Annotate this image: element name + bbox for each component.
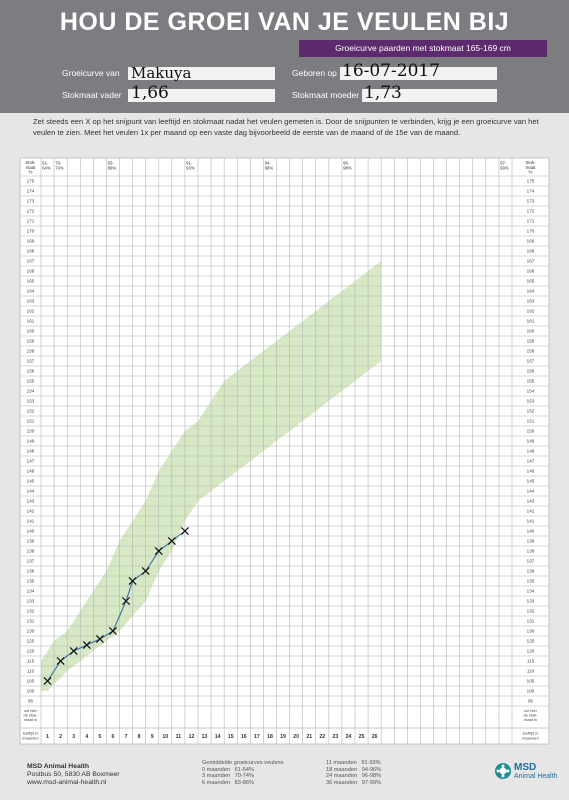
percent-label: 70-74% — [55, 160, 64, 171]
y-tick-label: 142 — [26, 508, 35, 514]
x-tick-label: 10 — [162, 734, 169, 740]
y-tick-label: 171 — [526, 218, 535, 224]
y-tick-label: 136 — [26, 568, 35, 574]
y-tick-label: 150 — [26, 428, 35, 434]
y-tick-label: 147 — [26, 458, 35, 464]
x-tick-label: 11 — [175, 734, 182, 740]
y-tick-label: 167 — [526, 258, 535, 264]
y-tick-label: 142 — [526, 508, 535, 514]
y-tick-label: 136 — [526, 568, 535, 574]
y-tick-label: 141 — [526, 518, 535, 524]
y-tick-label: 173 — [526, 198, 535, 204]
y-tick-label: 155 — [526, 378, 535, 384]
legend-row: 36 maanden 97-99% — [326, 779, 382, 786]
y-tick-label: 133 — [526, 598, 535, 604]
father-label: Stokmaat vader — [62, 90, 122, 100]
footer-contact — [27, 763, 120, 788]
y-tick-label: 159 — [526, 338, 535, 344]
y-tick-label: 151 — [526, 418, 535, 424]
y-tick-label: 156 — [526, 368, 535, 374]
percent-label: 61-64% — [42, 160, 51, 171]
x-tick-label: 5 — [98, 734, 102, 740]
y-tick-label: 159 — [26, 338, 35, 344]
y-tick-label: 105 — [526, 678, 535, 684]
y-tick-label: 152 — [26, 408, 35, 414]
y-tick-label: 167 — [26, 258, 35, 264]
y-tick-label: 163 — [26, 298, 35, 304]
axis-header-label: Stok-maat % — [525, 160, 536, 175]
month-axis-label: leeftijd in maanden — [522, 730, 539, 741]
x-tick-label: 22 — [319, 734, 326, 740]
legend-row: 0 maanden 61-64% — [202, 766, 254, 773]
y-tick-label: 95 — [527, 698, 534, 704]
father-value: 1,66 — [131, 83, 169, 103]
y-tick-label: 166 — [526, 268, 535, 274]
y-tick-label: 163 — [526, 298, 535, 304]
y-tick-label: 151 — [26, 418, 35, 424]
y-tick-label: 174 — [26, 188, 35, 194]
y-tick-label: 148 — [526, 448, 535, 454]
footer-url[interactable]: www.msd-animal-health.nl — [27, 779, 107, 787]
y-tick-label: 138 — [526, 548, 535, 554]
x-tick-label: 12 — [188, 734, 195, 740]
curve-value: Makuya — [131, 64, 192, 82]
x-tick-label: 21 — [306, 734, 313, 740]
y-tick-label: 149 — [526, 438, 535, 444]
curve-label: Groeicurve van — [62, 68, 120, 78]
y-tick-label: 166 — [26, 268, 35, 274]
legend-left — [202, 760, 283, 786]
legend-title: Gemiddelde groeicurves veulens — [202, 760, 284, 766]
legend-row: 11 maanden 91-93% — [326, 760, 381, 766]
y-tick-label: 160 — [26, 328, 35, 334]
y-tick-label: 170 — [26, 228, 35, 234]
y-tick-label: 175 — [526, 178, 535, 184]
x-tick-label: 3 — [72, 734, 76, 740]
y-tick-label: 134 — [526, 588, 535, 594]
legend-row: 18 maanden 94-96% — [326, 766, 382, 773]
y-tick-label: 140 — [26, 528, 35, 534]
y-tick-label: 168 — [26, 248, 35, 254]
y-tick-label: 141 — [26, 518, 35, 524]
page-title: HOU DE GROEI VAN JE VEULEN BIJ — [59, 8, 510, 36]
y-tick-label: 164 — [526, 288, 535, 294]
msd-logo-icon — [494, 762, 512, 780]
y-tick-label: 100 — [26, 688, 35, 694]
x-tick-label: 16 — [240, 734, 247, 740]
y-tick-label: 143 — [26, 498, 35, 504]
y-tick-label: 153 — [26, 398, 35, 404]
y-tick-label: 135 — [526, 578, 535, 584]
y-tick-label: 162 — [26, 308, 35, 314]
legend-row: 24 maanden 96-98% — [326, 773, 382, 780]
y-tick-label: 161 — [26, 318, 35, 324]
y-tick-label: 153 — [526, 398, 535, 404]
y-tick-label: 158 — [526, 348, 535, 354]
y-tick-label: 131 — [526, 618, 535, 624]
y-tick-label: 139 — [26, 538, 35, 544]
y-tick-label: 156 — [26, 368, 35, 374]
y-tick-label: 172 — [26, 208, 35, 214]
x-tick-label: 14 — [214, 734, 221, 740]
x-tick-label: 19 — [280, 734, 286, 740]
x-tick-label: 20 — [293, 734, 300, 740]
y-tick-label: 158 — [26, 348, 35, 354]
y-tick-label: 130 — [26, 628, 35, 634]
y-tick-label: 157 — [26, 358, 35, 364]
y-tick-label: 130 — [526, 628, 535, 634]
y-tick-label: 168 — [526, 248, 535, 254]
x-tick-label: 4 — [85, 734, 89, 740]
y-tick-label: 115 — [526, 658, 535, 664]
y-tick-label: 174 — [526, 188, 535, 194]
footer-address: Postbus 50, 5830 AB Boxmeer — [27, 771, 120, 779]
born-value: 16-07-2017 — [342, 61, 441, 81]
percent-label: 97-99% — [500, 160, 509, 171]
y-tick-label: 165 — [526, 278, 535, 284]
y-tick-label: 154 — [526, 388, 535, 394]
y-tick-label: 152 — [526, 408, 535, 414]
y-tick-label: 110 — [526, 668, 535, 674]
y-tick-label: 155 — [26, 378, 35, 384]
y-tick-label: 149 — [26, 438, 35, 444]
x-tick-label: 2 — [59, 734, 63, 740]
y-tick-label: 134 — [26, 588, 35, 594]
y-tick-label: 137 — [26, 558, 35, 564]
y-tick-label: 140 — [526, 528, 535, 534]
y-tick-label: 147 — [526, 458, 535, 464]
y-tick-label: 133 — [26, 598, 35, 604]
x-tick-label: 9 — [150, 734, 154, 740]
x-tick-label: 13 — [201, 734, 208, 740]
y-tick-label: 138 — [26, 548, 35, 554]
y-tick-label: 171 — [26, 218, 35, 224]
percent-label: 83-86% — [107, 160, 117, 171]
y-tick-label: 165 — [26, 278, 35, 284]
x-tick-label: 23 — [332, 734, 339, 740]
y-tick-label: 144 — [526, 488, 535, 494]
y-tick-label: 132 — [26, 608, 35, 614]
x-tick-label: 26 — [371, 734, 378, 740]
axis-header-label: Stok-maat % — [25, 160, 36, 175]
percent-label: 94-96% — [264, 160, 274, 171]
mother-label: Stokmaat moeder — [292, 90, 360, 100]
subtitle-ribbon: Groeicurve paarden met stokmaat 165-169 cm — [299, 40, 547, 57]
y-tick-label: 150 — [526, 428, 535, 434]
x-tick-label: 18 — [267, 734, 273, 740]
x-tick-label: 17 — [253, 734, 260, 740]
y-tick-label: 146 — [526, 468, 535, 474]
x-tick-label: 1 — [46, 734, 49, 740]
y-tick-label: 95 — [27, 698, 34, 704]
mother-value: 1,73 — [364, 83, 402, 103]
footer-brand: MSD Animal Health — [27, 763, 90, 770]
y-tick-label: 164 — [26, 288, 35, 294]
y-tick-label: 146 — [26, 468, 35, 474]
logo-text: MSD Animal Health — [514, 762, 558, 780]
y-tick-label: 139 — [526, 538, 535, 544]
x-tick-label: 25 — [358, 734, 365, 740]
y-tick-label: 137 — [526, 558, 535, 564]
y-tick-label: 154 — [26, 388, 35, 394]
y-tick-label: 110 — [26, 668, 35, 674]
x-tick-label: 15 — [227, 734, 234, 740]
y-tick-label: 105 — [26, 678, 35, 684]
percent-label: 91-93% — [186, 160, 195, 171]
x-tick-label: 8 — [137, 734, 141, 740]
x-tick-label: 6 — [111, 734, 115, 740]
y-tick-label: 115 — [26, 658, 35, 664]
y-tick-label: 131 — [26, 618, 35, 624]
y-tick-label: 125 — [26, 638, 35, 644]
y-tick-label: 169 — [26, 238, 35, 244]
y-tick-label: 172 — [526, 208, 535, 214]
legend-row: 6 maanden 83-86% — [202, 779, 254, 786]
y-tick-label: 144 — [26, 488, 35, 494]
y-tick-label: 145 — [26, 478, 35, 484]
x-tick-label: 7 — [124, 734, 128, 740]
y-tick-label: 125 — [526, 638, 535, 644]
instructions-text: Zet steeds een X op het snijpunt van leeftijd en stokmaat nadat het veulen gemeten is. Door de snijpunten te verbinden, krijg je een groeicurve van het veulen te zien. Meet het veulen 1x per maand op een vaste dag bijvoorbeeld de eerste van de maand of de 15e van de maand. — [33, 117, 539, 137]
fill-in-label: vul hier de stok-maat in — [523, 708, 538, 723]
y-tick-label: 132 — [526, 608, 535, 614]
legend-right — [326, 760, 381, 786]
y-tick-label: 145 — [526, 478, 535, 484]
percent-label: 96-98% — [343, 160, 352, 171]
y-tick-label: 169 — [526, 238, 535, 244]
y-tick-label: 120 — [26, 648, 35, 654]
y-tick-label: 120 — [526, 648, 535, 654]
y-tick-label: 173 — [26, 198, 35, 204]
y-tick-label: 162 — [526, 308, 535, 314]
month-axis-label: leeftijd in maanden — [22, 730, 39, 741]
legend-row: 3 maanden 70-74% — [202, 773, 254, 780]
fill-in-label: vul hier de stok-maat in — [23, 708, 38, 723]
y-tick-label: 148 — [26, 448, 35, 454]
y-tick-label: 135 — [26, 578, 35, 584]
y-tick-label: 157 — [526, 358, 535, 364]
x-tick-label: 24 — [345, 734, 352, 740]
y-tick-label: 175 — [26, 178, 35, 184]
y-tick-label: 161 — [526, 318, 535, 324]
y-tick-label: 160 — [526, 328, 535, 334]
y-tick-label: 100 — [526, 688, 535, 694]
y-tick-label: 170 — [526, 228, 535, 234]
y-tick-label: 143 — [526, 498, 535, 504]
born-label: Geboren op — [292, 68, 337, 78]
